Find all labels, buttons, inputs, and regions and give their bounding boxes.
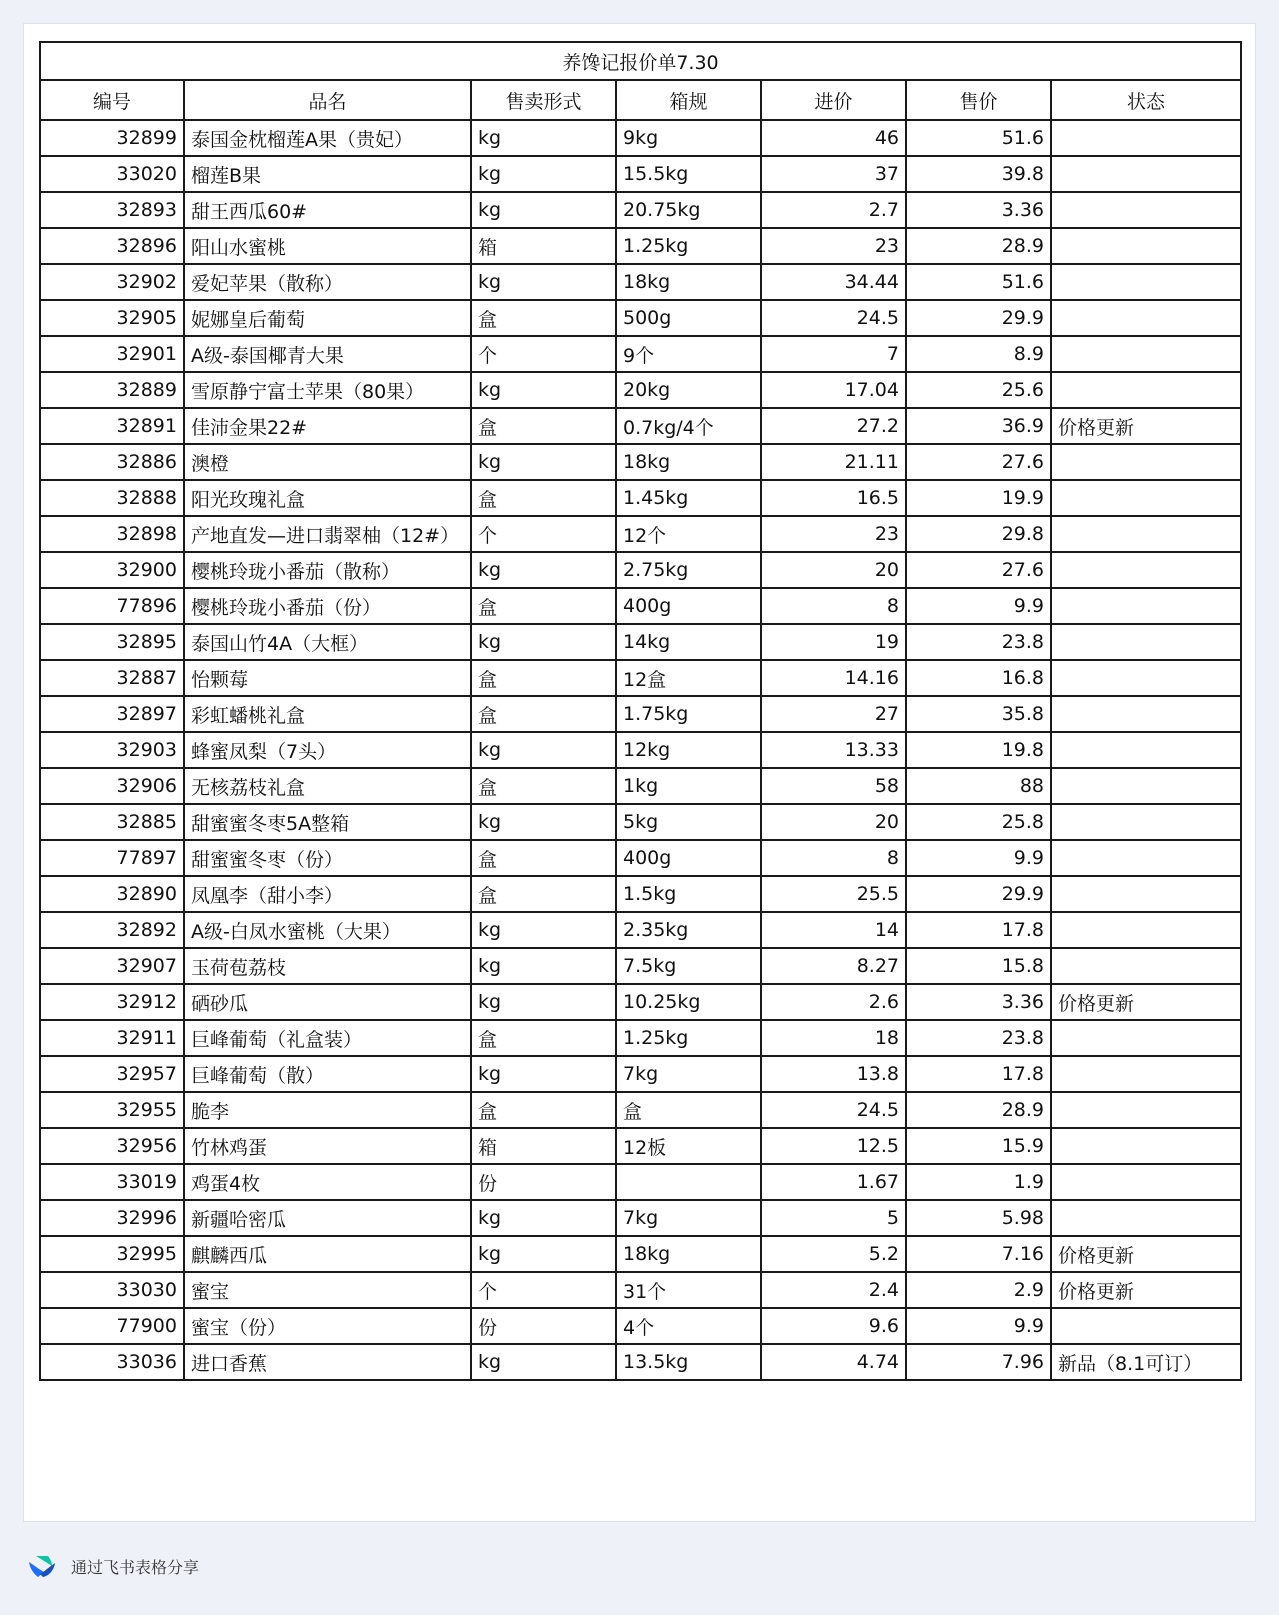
cell-id[interactable]: 33020 [40, 156, 184, 192]
cell-price[interactable]: 17.8 [906, 912, 1051, 948]
cell-cost[interactable]: 5 [761, 1200, 906, 1236]
cell-box-spec[interactable]: 盒 [616, 1092, 761, 1128]
table-row [40, 264, 1241, 300]
cell-name[interactable]: 甜王西瓜60# [184, 192, 471, 228]
cell-status[interactable] [1051, 732, 1241, 768]
cell-box-spec[interactable] [616, 1164, 761, 1200]
cell-cost[interactable]: 21.11 [761, 444, 906, 480]
cell-id[interactable]: 32890 [40, 876, 184, 912]
cell-name[interactable]: 巨峰葡萄（礼盒装） [184, 1020, 471, 1056]
cell-sale-form[interactable]: 盒 [471, 300, 616, 336]
cell-box-spec[interactable]: 7kg [616, 1200, 761, 1236]
cell-id[interactable]: 32888 [40, 480, 184, 516]
cell-sale-form[interactable]: kg [471, 1056, 616, 1092]
table-row [40, 444, 1241, 480]
quote-table [39, 41, 1242, 1381]
table-row [40, 1164, 1241, 1200]
cell-id[interactable]: 77897 [40, 840, 184, 876]
cell-price[interactable]: 16.8 [906, 660, 1051, 696]
cell-box-spec[interactable]: 14kg [616, 624, 761, 660]
table-row [40, 516, 1241, 552]
cell-box-spec[interactable]: 18kg [616, 1236, 761, 1272]
cell-cost[interactable]: 8 [761, 840, 906, 876]
cell-sale-form[interactable]: kg [471, 372, 616, 408]
cell-id[interactable]: 32899 [40, 120, 184, 156]
cell-status[interactable]: 价格更新 [1051, 408, 1241, 444]
column-header-name[interactable]: 品名 [184, 80, 471, 120]
cell-box-spec[interactable]: 2.75kg [616, 552, 761, 588]
table-row [40, 372, 1241, 408]
cell-id[interactable]: 32885 [40, 804, 184, 840]
cell-sale-form[interactable]: 盒 [471, 1020, 616, 1056]
cell-price[interactable]: 9.9 [906, 1308, 1051, 1344]
cell-id[interactable]: 77896 [40, 588, 184, 624]
table-row [40, 732, 1241, 768]
spreadsheet-sheet [23, 23, 1256, 1522]
cell-cost[interactable]: 23 [761, 516, 906, 552]
cell-id[interactable]: 33030 [40, 1272, 184, 1308]
cell-price[interactable]: 2.9 [906, 1272, 1051, 1308]
cell-cost[interactable]: 2.4 [761, 1272, 906, 1308]
table-row [40, 1308, 1241, 1344]
cell-cost[interactable]: 23 [761, 228, 906, 264]
column-header-box-spec[interactable]: 箱规 [616, 80, 761, 120]
column-header-price[interactable]: 售价 [906, 80, 1051, 120]
cell-status[interactable] [1051, 1200, 1241, 1236]
cell-name[interactable]: 竹林鸡蛋 [184, 1128, 471, 1164]
cell-id[interactable]: 32912 [40, 984, 184, 1020]
cell-status[interactable] [1051, 1308, 1241, 1344]
cell-price[interactable]: 3.36 [906, 192, 1051, 228]
cell-box-spec[interactable]: 12kg [616, 732, 761, 768]
cell-id[interactable]: 32898 [40, 516, 184, 552]
table-row [40, 1344, 1241, 1380]
cell-box-spec[interactable]: 13.5kg [616, 1344, 761, 1380]
table-row [40, 876, 1241, 912]
cell-sale-form[interactable]: 个 [471, 516, 616, 552]
column-header-cost[interactable]: 进价 [761, 80, 906, 120]
cell-status[interactable] [1051, 444, 1241, 480]
cell-box-spec[interactable]: 18kg [616, 444, 761, 480]
cell-cost[interactable]: 27.2 [761, 408, 906, 444]
cell-status[interactable] [1051, 228, 1241, 264]
cell-id[interactable]: 32892 [40, 912, 184, 948]
cell-status[interactable] [1051, 912, 1241, 948]
table-row [40, 1200, 1241, 1236]
cell-name[interactable]: 泰国金枕榴莲A果（贵妃） [184, 120, 471, 156]
cell-id[interactable]: 32901 [40, 336, 184, 372]
cell-name[interactable]: 阳光玫瑰礼盒 [184, 480, 471, 516]
table-row [40, 660, 1241, 696]
cell-name[interactable]: 澳橙 [184, 444, 471, 480]
cell-cost[interactable]: 16.5 [761, 480, 906, 516]
cell-name[interactable]: 麒麟西瓜 [184, 1236, 471, 1272]
cell-sale-form[interactable]: kg [471, 984, 616, 1020]
cell-status[interactable] [1051, 804, 1241, 840]
cell-price[interactable]: 7.16 [906, 1236, 1051, 1272]
cell-cost[interactable]: 4.74 [761, 1344, 906, 1380]
cell-status[interactable] [1051, 552, 1241, 588]
cell-status[interactable] [1051, 516, 1241, 552]
table-row [40, 1092, 1241, 1128]
cell-price[interactable]: 9.9 [906, 840, 1051, 876]
cell-price[interactable]: 51.6 [906, 120, 1051, 156]
cell-id[interactable]: 32886 [40, 444, 184, 480]
table-row [40, 120, 1241, 156]
cell-price[interactable]: 25.6 [906, 372, 1051, 408]
cell-id[interactable]: 32956 [40, 1128, 184, 1164]
cell-box-spec[interactable]: 400g [616, 840, 761, 876]
cell-name[interactable]: 硒砂瓜 [184, 984, 471, 1020]
cell-box-spec[interactable]: 5kg [616, 804, 761, 840]
cell-cost[interactable]: 37 [761, 156, 906, 192]
table-row [40, 300, 1241, 336]
cell-name[interactable]: 妮娜皇后葡萄 [184, 300, 471, 336]
cell-box-spec[interactable]: 12板 [616, 1128, 761, 1164]
cell-cost[interactable]: 18 [761, 1020, 906, 1056]
cell-id[interactable]: 32907 [40, 948, 184, 984]
table-row [40, 624, 1241, 660]
cell-box-spec[interactable]: 20.75kg [616, 192, 761, 228]
cell-box-spec[interactable]: 7.5kg [616, 948, 761, 984]
cell-status[interactable] [1051, 372, 1241, 408]
cell-box-spec[interactable]: 1.5kg [616, 876, 761, 912]
cell-box-spec[interactable]: 15.5kg [616, 156, 761, 192]
cell-cost[interactable]: 24.5 [761, 1092, 906, 1128]
cell-price[interactable]: 23.8 [906, 1020, 1051, 1056]
table-row [40, 408, 1241, 444]
table-row [40, 840, 1241, 876]
cell-price[interactable]: 35.8 [906, 696, 1051, 732]
cell-id[interactable]: 32891 [40, 408, 184, 444]
cell-box-spec[interactable]: 20kg [616, 372, 761, 408]
table-row [40, 768, 1241, 804]
cell-name[interactable]: 巨峰葡萄（散） [184, 1056, 471, 1092]
column-header-status[interactable]: 状态 [1051, 80, 1241, 120]
cell-name[interactable]: 榴莲B果 [184, 156, 471, 192]
cell-name[interactable]: A级-泰国椰青大果 [184, 336, 471, 372]
cell-status[interactable]: 价格更新 [1051, 1272, 1241, 1308]
cell-price[interactable]: 1.9 [906, 1164, 1051, 1200]
cell-box-spec[interactable]: 18kg [616, 264, 761, 300]
cell-name[interactable]: 甜蜜蜜冬枣5A整箱 [184, 804, 471, 840]
column-header-id[interactable]: 编号 [40, 80, 184, 120]
cell-id[interactable]: 32955 [40, 1092, 184, 1128]
cell-status[interactable] [1051, 336, 1241, 372]
cell-sale-form[interactable]: kg [471, 264, 616, 300]
cell-status[interactable] [1051, 768, 1241, 804]
cell-price[interactable]: 3.36 [906, 984, 1051, 1020]
table-row [40, 912, 1241, 948]
cell-status[interactable] [1051, 1056, 1241, 1092]
column-header-sale-form[interactable]: 售卖形式 [471, 80, 616, 120]
table-body [40, 120, 1241, 1380]
cell-id[interactable]: 32957 [40, 1056, 184, 1092]
share-text[interactable]: 通过飞书表格分享 [71, 1557, 200, 1577]
table-row [40, 588, 1241, 624]
cell-cost[interactable]: 14 [761, 912, 906, 948]
cell-name[interactable]: 鸡蛋4枚 [184, 1164, 471, 1200]
share-footer [27, 1553, 199, 1579]
cell-name[interactable]: 进口香蕉 [184, 1344, 471, 1380]
cell-box-spec[interactable]: 9个 [616, 336, 761, 372]
table-row [40, 228, 1241, 264]
cell-sale-form[interactable]: 个 [471, 1272, 616, 1308]
cell-cost[interactable]: 9.6 [761, 1308, 906, 1344]
cell-cost[interactable]: 46 [761, 120, 906, 156]
cell-sale-form[interactable]: 盒 [471, 768, 616, 804]
table-row [40, 336, 1241, 372]
cell-sale-form[interactable]: kg [471, 948, 616, 984]
cell-box-spec[interactable]: 1.45kg [616, 480, 761, 516]
cell-cost[interactable]: 13.33 [761, 732, 906, 768]
cell-cost[interactable]: 24.5 [761, 300, 906, 336]
cell-price[interactable]: 88 [906, 768, 1051, 804]
cell-id[interactable]: 32902 [40, 264, 184, 300]
cell-id[interactable]: 32895 [40, 624, 184, 660]
cell-cost[interactable]: 2.7 [761, 192, 906, 228]
cell-id[interactable]: 32896 [40, 228, 184, 264]
table-row [40, 1128, 1241, 1164]
table-row [40, 696, 1241, 732]
table-row [40, 1236, 1241, 1272]
cell-price[interactable]: 29.9 [906, 876, 1051, 912]
cell-box-spec[interactable]: 4个 [616, 1308, 761, 1344]
cell-price[interactable]: 15.8 [906, 948, 1051, 984]
cell-id[interactable]: 32996 [40, 1200, 184, 1236]
cell-sale-form[interactable]: 份 [471, 1308, 616, 1344]
cell-sale-form[interactable]: kg [471, 156, 616, 192]
cell-status[interactable]: 新品（8.1可订） [1051, 1344, 1241, 1380]
cell-id[interactable]: 32897 [40, 696, 184, 732]
cell-sale-form[interactable]: kg [471, 444, 616, 480]
cell-cost[interactable]: 1.67 [761, 1164, 906, 1200]
cell-price[interactable]: 17.8 [906, 1056, 1051, 1092]
cell-status[interactable] [1051, 624, 1241, 660]
cell-sale-form[interactable]: 箱 [471, 1128, 616, 1164]
cell-cost[interactable]: 34.44 [761, 264, 906, 300]
cell-status[interactable] [1051, 1092, 1241, 1128]
cell-name[interactable]: 怡颗莓 [184, 660, 471, 696]
cell-name[interactable]: 产地直发—进口翡翠柚（12#） [184, 516, 471, 552]
cell-name[interactable]: 阳山水蜜桃 [184, 228, 471, 264]
cell-name[interactable]: 脆李 [184, 1092, 471, 1128]
cell-status[interactable] [1051, 264, 1241, 300]
feishu-logo-icon [27, 1553, 57, 1579]
cell-price[interactable]: 19.8 [906, 732, 1051, 768]
cell-name[interactable]: 蜂蜜凤梨（7头） [184, 732, 471, 768]
cell-status[interactable]: 价格更新 [1051, 1236, 1241, 1272]
cell-status[interactable] [1051, 660, 1241, 696]
cell-box-spec[interactable]: 12个 [616, 516, 761, 552]
cell-status[interactable] [1051, 192, 1241, 228]
cell-name[interactable]: 彩虹蟠桃礼盒 [184, 696, 471, 732]
cell-status[interactable] [1051, 876, 1241, 912]
cell-price[interactable]: 28.9 [906, 228, 1051, 264]
cell-sale-form[interactable]: 个 [471, 336, 616, 372]
cell-name[interactable]: 泰国山竹4A（大框） [184, 624, 471, 660]
cell-status[interactable] [1051, 588, 1241, 624]
cell-name[interactable]: 樱桃玲珑小番茄（散称） [184, 552, 471, 588]
cell-box-spec[interactable]: 12盒 [616, 660, 761, 696]
cell-box-spec[interactable]: 10.25kg [616, 984, 761, 1020]
cell-sale-form[interactable]: kg [471, 192, 616, 228]
cell-name[interactable]: 樱桃玲珑小番茄（份） [184, 588, 471, 624]
cell-cost[interactable]: 25.5 [761, 876, 906, 912]
cell-sale-form[interactable]: kg [471, 732, 616, 768]
cell-price[interactable]: 19.9 [906, 480, 1051, 516]
cell-status[interactable] [1051, 300, 1241, 336]
cell-name[interactable]: 蜜宝（份） [184, 1308, 471, 1344]
cell-name[interactable]: 玉荷苞荔枝 [184, 948, 471, 984]
cell-box-spec[interactable]: 31个 [616, 1272, 761, 1308]
cell-status[interactable] [1051, 840, 1241, 876]
cell-price[interactable]: 23.8 [906, 624, 1051, 660]
cell-sale-form[interactable]: 箱 [471, 228, 616, 264]
table-row [40, 192, 1241, 228]
cell-box-spec[interactable]: 500g [616, 300, 761, 336]
cell-id[interactable]: 32995 [40, 1236, 184, 1272]
cell-status[interactable] [1051, 948, 1241, 984]
cell-name[interactable]: 爱妃苹果（散称） [184, 264, 471, 300]
cell-box-spec[interactable]: 9kg [616, 120, 761, 156]
table-row [40, 804, 1241, 840]
cell-sale-form[interactable]: kg [471, 912, 616, 948]
cell-status[interactable] [1051, 1128, 1241, 1164]
table-title[interactable]: 养馋记报价单7.30 [40, 42, 1241, 80]
cell-id[interactable]: 33036 [40, 1344, 184, 1380]
cell-cost[interactable]: 19 [761, 624, 906, 660]
cell-status[interactable] [1051, 696, 1241, 732]
cell-cost[interactable]: 20 [761, 552, 906, 588]
cell-name[interactable]: 甜蜜蜜冬枣（份） [184, 840, 471, 876]
table-row [40, 1020, 1241, 1056]
cell-cost[interactable]: 13.8 [761, 1056, 906, 1092]
cell-name[interactable]: 蜜宝 [184, 1272, 471, 1308]
cell-id[interactable]: 32911 [40, 1020, 184, 1056]
cell-price[interactable]: 7.96 [906, 1344, 1051, 1380]
table-row [40, 1056, 1241, 1092]
cell-price[interactable]: 29.9 [906, 300, 1051, 336]
cell-cost[interactable]: 5.2 [761, 1236, 906, 1272]
cell-sale-form[interactable]: 盒 [471, 840, 616, 876]
table-row [40, 480, 1241, 516]
cell-sale-form[interactable]: 盒 [471, 480, 616, 516]
cell-box-spec[interactable]: 1.75kg [616, 696, 761, 732]
cell-name[interactable]: A级-白凤水蜜桃（大果） [184, 912, 471, 948]
cell-price[interactable]: 39.8 [906, 156, 1051, 192]
cell-name[interactable]: 新疆哈密瓜 [184, 1200, 471, 1236]
cell-cost[interactable]: 17.04 [761, 372, 906, 408]
cell-cost[interactable]: 8.27 [761, 948, 906, 984]
cell-sale-form[interactable]: 份 [471, 1164, 616, 1200]
cell-id[interactable]: 32893 [40, 192, 184, 228]
cell-box-spec[interactable]: 1kg [616, 768, 761, 804]
cell-box-spec[interactable]: 7kg [616, 1056, 761, 1092]
cell-price[interactable]: 28.9 [906, 1092, 1051, 1128]
cell-price[interactable]: 27.6 [906, 552, 1051, 588]
cell-price[interactable]: 15.9 [906, 1128, 1051, 1164]
cell-cost[interactable]: 27 [761, 696, 906, 732]
cell-status[interactable] [1051, 1164, 1241, 1200]
cell-box-spec[interactable]: 1.25kg [616, 228, 761, 264]
table-row [40, 948, 1241, 984]
cell-cost[interactable]: 12.5 [761, 1128, 906, 1164]
cell-name[interactable]: 凤凰李（甜小李） [184, 876, 471, 912]
cell-status[interactable] [1051, 156, 1241, 192]
cell-box-spec[interactable]: 0.7kg/4个 [616, 408, 761, 444]
cell-name[interactable]: 佳沛金果22# [184, 408, 471, 444]
cell-sale-form[interactable]: kg [471, 552, 616, 588]
cell-id[interactable]: 32889 [40, 372, 184, 408]
cell-sale-form[interactable]: kg [471, 1236, 616, 1272]
cell-sale-form[interactable]: kg [471, 624, 616, 660]
cell-sale-form[interactable]: 盒 [471, 408, 616, 444]
cell-id[interactable]: 32905 [40, 300, 184, 336]
cell-status[interactable] [1051, 1020, 1241, 1056]
header-row [40, 80, 1241, 120]
cell-price[interactable]: 25.8 [906, 804, 1051, 840]
cell-status[interactable] [1051, 120, 1241, 156]
cell-sale-form[interactable]: 盒 [471, 588, 616, 624]
cell-sale-form[interactable]: 盒 [471, 696, 616, 732]
cell-box-spec[interactable]: 1.25kg [616, 1020, 761, 1056]
cell-box-spec[interactable]: 2.35kg [616, 912, 761, 948]
cell-sale-form[interactable]: kg [471, 804, 616, 840]
table-row [40, 552, 1241, 588]
cell-sale-form[interactable]: kg [471, 120, 616, 156]
cell-id[interactable]: 32887 [40, 660, 184, 696]
table-row [40, 984, 1241, 1020]
cell-status[interactable] [1051, 480, 1241, 516]
cell-sale-form[interactable]: kg [471, 1344, 616, 1380]
cell-box-spec[interactable]: 400g [616, 588, 761, 624]
cell-id[interactable]: 77900 [40, 1308, 184, 1344]
cell-id[interactable]: 32906 [40, 768, 184, 804]
cell-sale-form[interactable]: 盒 [471, 876, 616, 912]
cell-price[interactable]: 9.9 [906, 588, 1051, 624]
cell-sale-form[interactable]: kg [471, 1200, 616, 1236]
cell-price[interactable]: 36.9 [906, 408, 1051, 444]
cell-status[interactable]: 价格更新 [1051, 984, 1241, 1020]
table-row [40, 156, 1241, 192]
cell-cost[interactable]: 8 [761, 588, 906, 624]
cell-id[interactable]: 33019 [40, 1164, 184, 1200]
cell-name[interactable]: 无核荔枝礼盒 [184, 768, 471, 804]
cell-sale-form[interactable]: 盒 [471, 660, 616, 696]
cell-sale-form[interactable]: 盒 [471, 1092, 616, 1128]
cell-id[interactable]: 32900 [40, 552, 184, 588]
table-row [40, 1272, 1241, 1308]
cell-price[interactable]: 29.8 [906, 516, 1051, 552]
cell-cost[interactable]: 7 [761, 336, 906, 372]
cell-id[interactable]: 32903 [40, 732, 184, 768]
cell-price[interactable]: 8.9 [906, 336, 1051, 372]
cell-cost[interactable]: 14.16 [761, 660, 906, 696]
cell-cost[interactable]: 58 [761, 768, 906, 804]
cell-cost[interactable]: 2.6 [761, 984, 906, 1020]
cell-price[interactable]: 51.6 [906, 264, 1051, 300]
cell-price[interactable]: 27.6 [906, 444, 1051, 480]
cell-price[interactable]: 5.98 [906, 1200, 1051, 1236]
cell-name[interactable]: 雪原静宁富士苹果（80果） [184, 372, 471, 408]
cell-cost[interactable]: 20 [761, 804, 906, 840]
